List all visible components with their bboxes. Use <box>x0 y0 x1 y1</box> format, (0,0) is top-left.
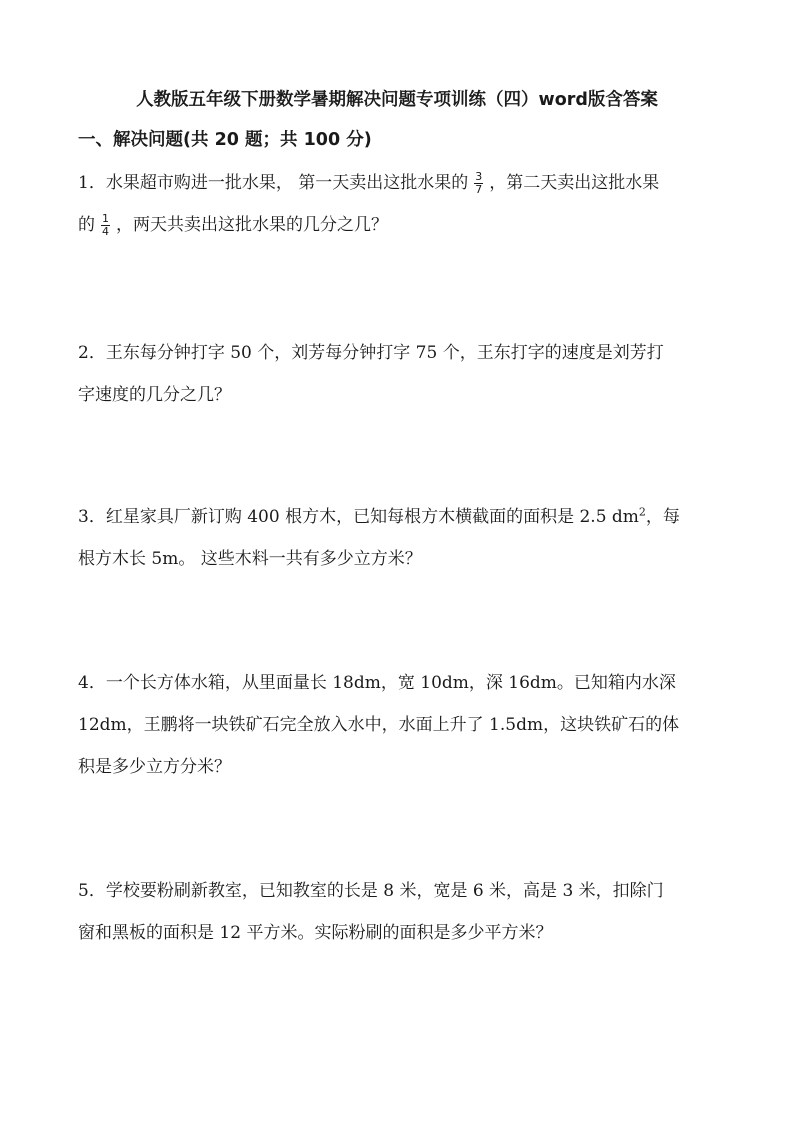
question-4-line-3: 积是多少立方分米？ <box>78 757 231 777</box>
document-title: 人教版五年级下册数学暑期解决问题专项训练（四）word版含答案 <box>136 90 658 110</box>
question-5-line-1: 5．学校要粉刷新教室，已知教室的长是 8 米，宽是 6 米，高是 3 米，扣除门 <box>78 881 664 901</box>
question-2-line-2: 字速度的几分之几？ <box>78 385 231 405</box>
section-heading: 一、解决问题(共 20 题；共 100 分) <box>78 130 372 150</box>
question-5-line-2: 窗和黑板的面积是 12 平方米。实际粉刷的面积是多少平方米？ <box>78 923 553 943</box>
fraction-one-quarter: $\frac{1}{4}$ <box>102 212 109 238</box>
question-3-line-1: 3．红星家具厂新订购 400 根方木，已知每根方木横截面的面积是 2.5 $dm^2$，每 <box>78 505 680 527</box>
question-3-line-2: 根方木长 5m。 这些木料一共有多少立方米？ <box>78 549 422 569</box>
question-1-line-1: 1．水果超市购进一批水果， 第一天卖出这批水果的 $\frac{3}{7}$ ，第二天卖出这批水果 <box>78 170 660 196</box>
fraction-three-sevenths: $\frac{3}{7}$ <box>475 170 483 196</box>
question-2-line-1: 2．王东每分钟打字 50 个，刘芳每分钟打字 75 个，王东打字的速度是刘芳打 <box>78 343 664 363</box>
question-4-line-2: 12dm，王鹏将一块铁矿石完全放入水中，水面上升了 1.5dm，这块铁矿石的体 <box>78 715 680 735</box>
question-4-line-1: 4．一个长方体水箱，从里面量长 18dm，宽 10dm，深 16dm。已知箱内水深 <box>78 673 676 693</box>
question-1-line-2: 的 $\frac{1}{4}$ ，两天共卖出这批水果的几分之几？ <box>78 212 388 238</box>
